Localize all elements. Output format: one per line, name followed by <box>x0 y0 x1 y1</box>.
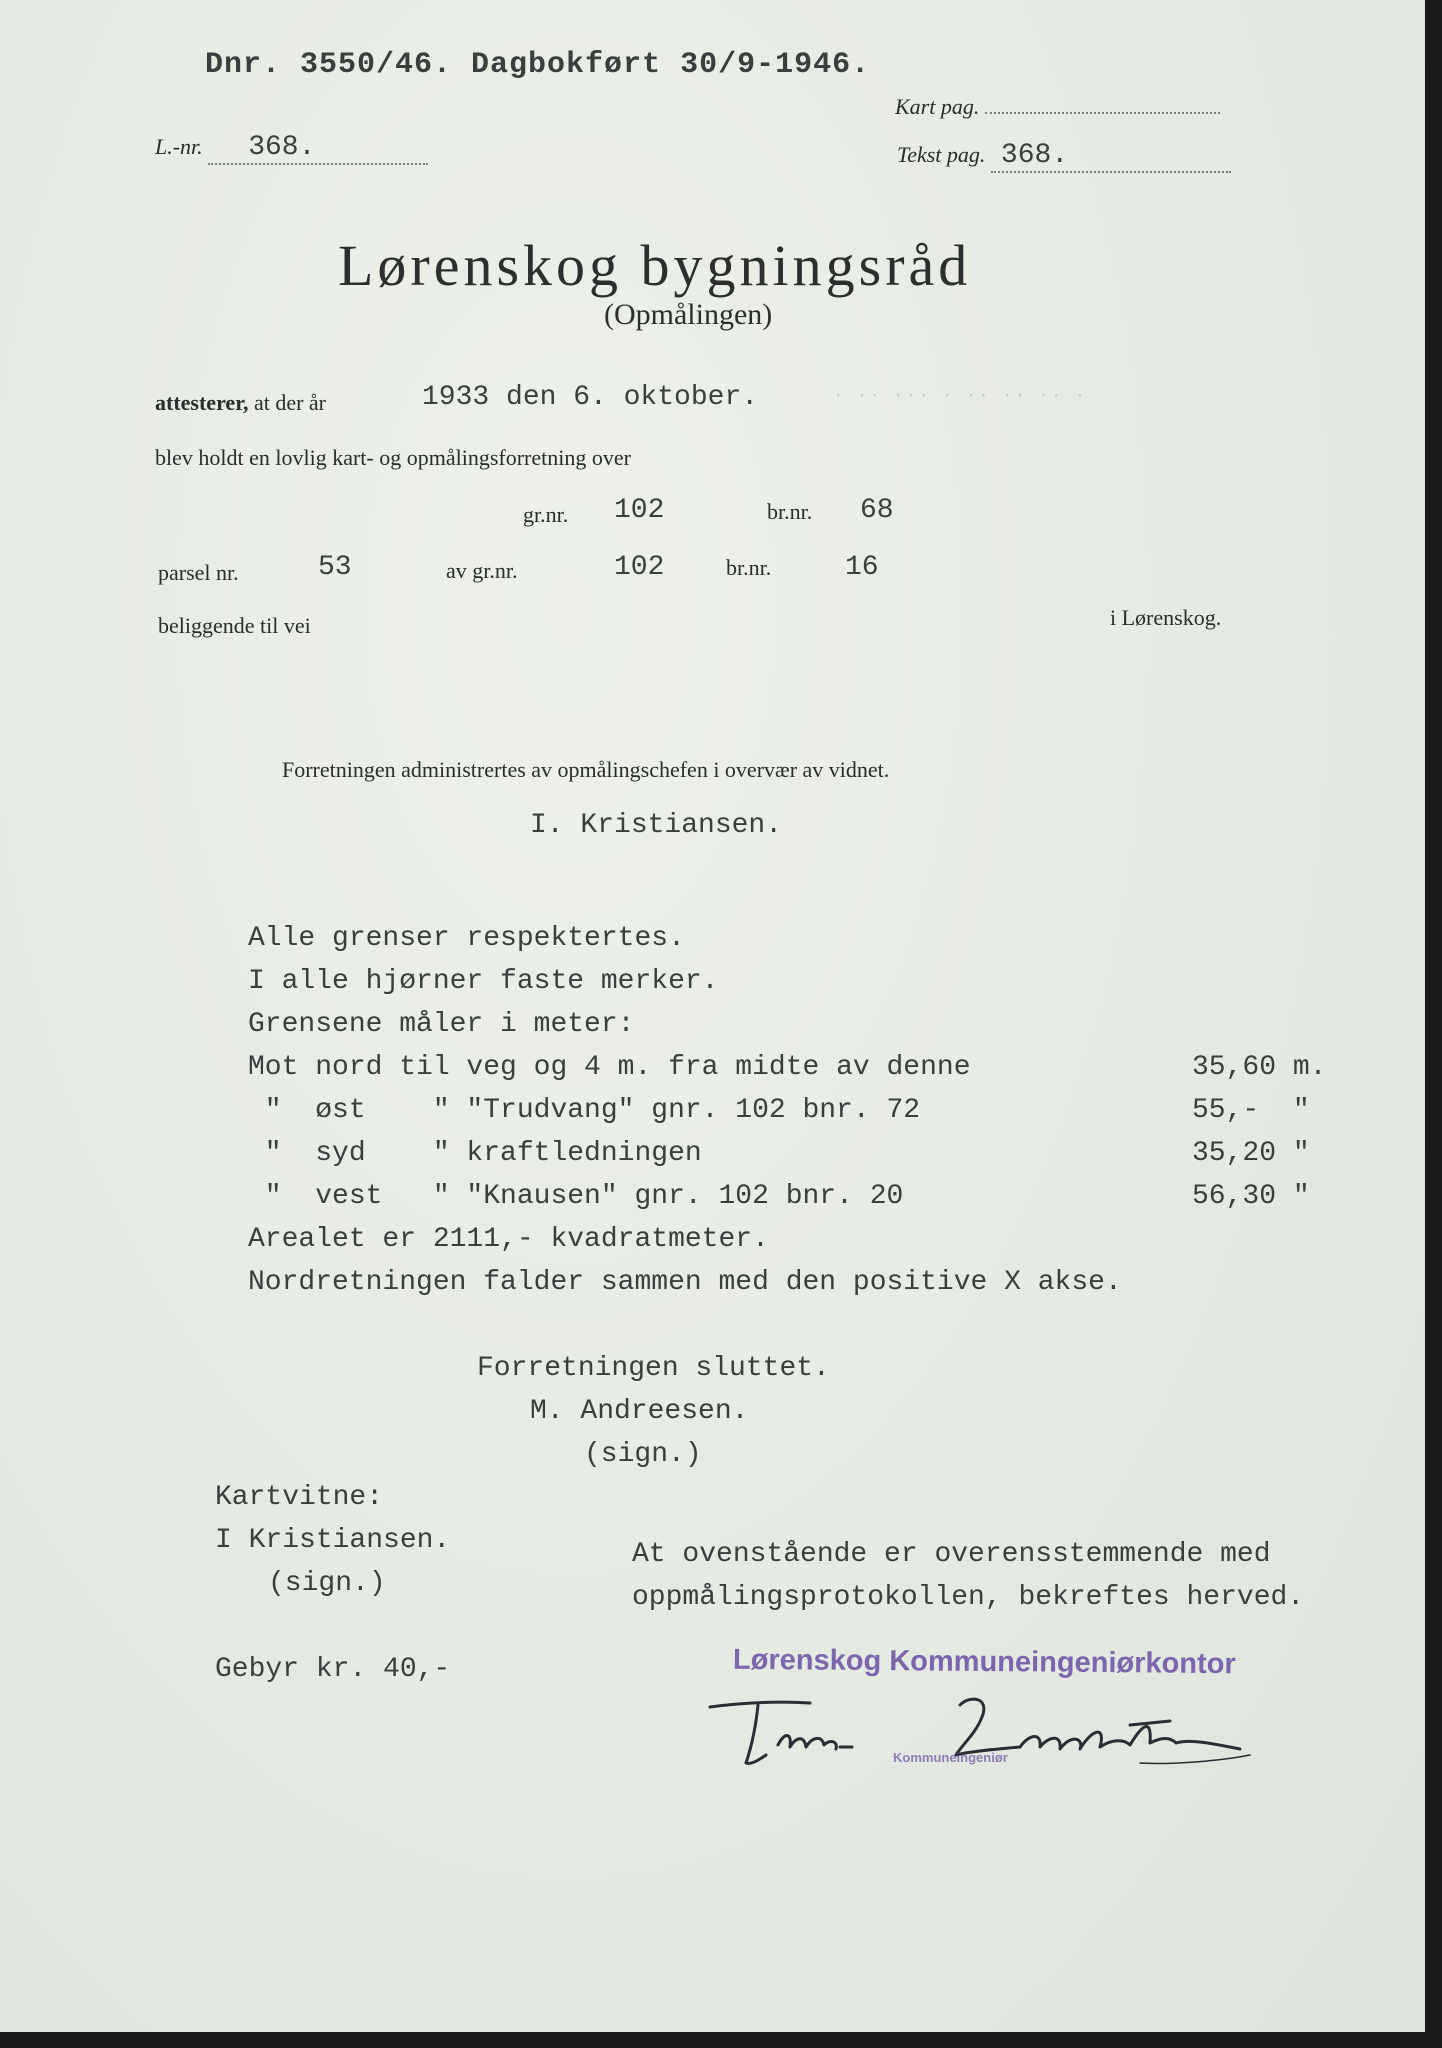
kartvitne-label: Kartvitne: <box>215 1482 384 1513</box>
witness-name: I. Kristiansen. <box>530 810 783 841</box>
office-stamp: Lørenskog Kommuneingeniørkontor <box>732 1643 1236 1681</box>
handwritten-signature <box>700 1685 1260 1795</box>
boundary-west-length: 56,30 " <box>1192 1181 1310 1212</box>
boundary-north-desc: Mot nord til veg og 4 m. fra midte av denne <box>248 1052 971 1083</box>
tekst-pag-value: 368. <box>991 140 1231 173</box>
document-subtitle: (Opmålingen) <box>604 298 773 331</box>
body-line-2: I alle hjørner faste merker. <box>248 966 719 997</box>
attesterer-date: 1933 den 6. oktober. <box>422 382 759 413</box>
lnr-label: L.-nr. <box>155 134 203 159</box>
stamp-subtitle: Kommuneingeniør <box>893 1750 1008 1765</box>
grnr-label: gr.nr. <box>523 502 569 527</box>
confirmation-line-1: At ovenstående er overensstemmende med <box>632 1539 1271 1570</box>
parsel-label: parsel nr. <box>158 560 239 585</box>
location-label: i Lørenskog. <box>1110 605 1222 630</box>
kart-pag-value <box>985 112 1220 114</box>
kartvitne-sign: (sign.) <box>268 1568 386 1599</box>
lnr-field <box>155 132 428 165</box>
body-line-3: Grensene måler i meter: <box>248 1009 635 1040</box>
closing-sign: (sign.) <box>584 1439 702 1470</box>
kart-pag-label: Kart pag. <box>895 94 980 119</box>
blev-holdt-line: blev holdt en lovlig kart- og opmålingsforretning over <box>155 445 631 470</box>
beliggende-label: beliggende til vei <box>158 613 311 638</box>
boundary-south-length: 35,20 " <box>1192 1138 1310 1169</box>
boundary-east-length: 55,- " <box>1192 1095 1310 1126</box>
kartvitne-name: I Kristiansen. <box>215 1525 451 1556</box>
attesterer-label: attesterer, at der år <box>155 390 327 415</box>
av-grnr-label: av gr.nr. <box>446 558 518 583</box>
faint-bleed-text: · ·· ··· · ·· ·· ·· · <box>835 385 1090 407</box>
diary-number: Dnr. 3550/46. Dagbokført 30/9-1946. <box>205 48 871 82</box>
boundary-north-length: 35,60 m. <box>1192 1052 1327 1083</box>
north-direction-line: Nordretningen falder sammen med den positive X akse. <box>248 1267 1122 1298</box>
closing-line: Forretningen sluttet. <box>477 1353 830 1384</box>
boundary-east-desc: " øst " "Trudvang" gnr. 102 bnr. 72 <box>248 1095 921 1126</box>
brnr2-label: br.nr. <box>726 555 772 580</box>
document-title: Lørenskog bygningsråd <box>338 233 972 298</box>
boundary-west-desc: " vest " "Knausen" gnr. 102 bnr. 20 <box>248 1181 904 1212</box>
brnr-label: br.nr. <box>767 499 813 524</box>
kart-pag-field <box>895 94 1220 120</box>
brnr-value: 68 <box>860 495 894 526</box>
tekst-pag-field <box>897 140 1231 173</box>
tekst-pag-label: Tekst pag. <box>897 142 986 167</box>
lnr-value: 368. <box>208 132 428 165</box>
grnr-value: 102 <box>614 495 665 526</box>
body-line-1: Alle grenser respektertes. <box>248 923 685 954</box>
parsel-value: 53 <box>318 552 352 583</box>
administered-line: Forretningen administrertes av opmålingschefen i overvær av vidnet. <box>282 757 890 782</box>
confirmation-line-2: oppmålingsprotokollen, bekreftes herved. <box>632 1582 1305 1613</box>
closing-signer: M. Andreesen. <box>530 1396 749 1427</box>
av-grnr-value: 102 <box>614 552 665 583</box>
boundary-south-desc: " syd " kraftledningen <box>248 1138 702 1169</box>
area-line: Arealet er 2111,- kvadratmeter. <box>248 1224 769 1255</box>
brnr2-value: 16 <box>845 552 879 583</box>
fee-line: Gebyr kr. 40,- <box>215 1654 451 1685</box>
